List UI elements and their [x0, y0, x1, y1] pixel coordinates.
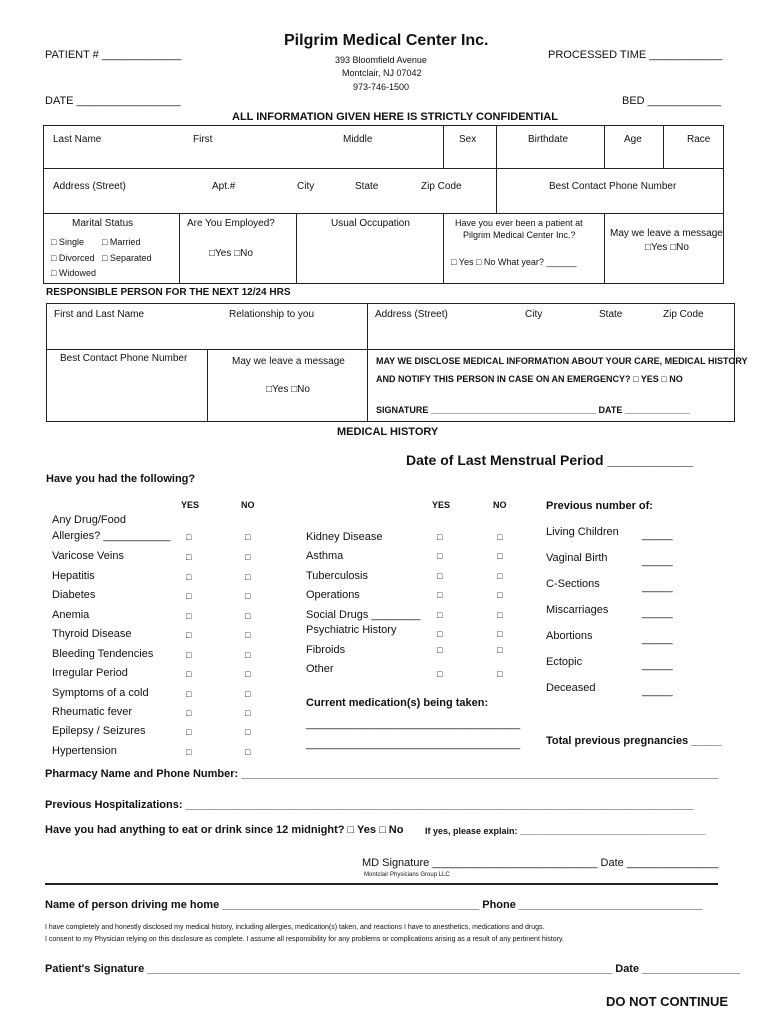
previous-count-field[interactable]: _____	[642, 607, 673, 619]
lmp-field[interactable]: Date of Last Menstrual Period ___________	[406, 452, 694, 468]
condition-no-checkbox[interactable]: □	[497, 629, 503, 639]
previous-count-field[interactable]: _____	[642, 555, 673, 567]
condition-yes-checkbox[interactable]: □	[437, 629, 443, 639]
previous-count-label: Abortions	[546, 630, 593, 642]
condition-yes-checkbox[interactable]: □	[437, 610, 443, 620]
driver-field[interactable]: Name of person driving me home __________________________________________ Phone ______________________________	[45, 899, 703, 911]
responsible-city-label: City	[525, 309, 543, 320]
disclose-question-2[interactable]: AND NOTIFY THIS PERSON IN CASE ON AN EMERGENCY? □ YES □ NO	[376, 374, 683, 384]
responsible-state-label: State	[599, 309, 623, 320]
condition-label: Hepatitis	[52, 570, 95, 582]
responsible-name-label: First and Last Name	[54, 309, 145, 320]
condition-yes-checkbox[interactable]: □	[186, 708, 192, 718]
clinic-address-2: Montclair, NJ 07042	[342, 68, 422, 78]
responsible-zip-label: Zip Code	[663, 309, 704, 320]
clinic-name: Pilgrim Medical Center Inc.	[284, 32, 489, 49]
occupation-label: Usual Occupation	[331, 218, 410, 229]
employed-label: Are You Employed?	[187, 218, 275, 229]
condition-no-checkbox[interactable]: □	[245, 611, 251, 621]
md-signature-field[interactable]: MD Signature ___________________________ Date _______________	[362, 857, 719, 869]
condition-no-checkbox[interactable]: □	[497, 571, 503, 581]
previous-count-field[interactable]: _____	[642, 581, 673, 593]
condition-label: Psychiatric History	[306, 624, 397, 636]
condition-yes-checkbox[interactable]: □	[437, 571, 443, 581]
single-checkbox[interactable]: □ Single	[51, 237, 84, 247]
previous-count-label: C-Sections	[546, 578, 600, 590]
consent-text-1: I have completely and honestly disclosed my medical history, including allergies, medication(s) taken, and reactions I have to anesthetics, medications and drugs.	[45, 924, 545, 931]
hospitalizations-field[interactable]: Previous Hospitalizations: ___________________________________________________________________________________	[45, 799, 694, 811]
condition-yes-checkbox[interactable]: □	[437, 551, 443, 561]
condition-label: Varicose Veins	[52, 550, 124, 562]
col1-no-header: NO	[241, 500, 255, 510]
responsible-phone-label: Best Contact Phone Number	[60, 353, 188, 364]
condition-label: Operations	[306, 589, 360, 601]
md-group-label: Montclair Physicians Group LLC	[364, 872, 450, 878]
previous-count-label: Miscarriages	[546, 604, 609, 616]
condition-label: Other	[306, 663, 334, 675]
condition-yes-checkbox[interactable]: □	[437, 669, 443, 679]
state-label: State	[355, 181, 379, 192]
apt-label: Apt.#	[212, 181, 236, 192]
medication-line-1[interactable]: ___________________________________	[306, 718, 521, 730]
condition-no-checkbox[interactable]: □	[245, 669, 251, 679]
condition-label: Asthma	[306, 550, 344, 562]
condition-yes-checkbox[interactable]: □	[186, 591, 192, 601]
condition-label: Irregular Period	[52, 667, 128, 679]
condition-yes-checkbox[interactable]: □	[186, 689, 192, 699]
widowed-checkbox[interactable]: □ Widowed	[51, 268, 96, 278]
previous-count-label: Living Children	[546, 526, 619, 538]
condition-no-checkbox[interactable]: □	[245, 630, 251, 640]
condition-no-checkbox[interactable]: □	[245, 689, 251, 699]
relationship-label: Relationship to you	[229, 309, 315, 320]
leave-message-options[interactable]: □Yes □No	[645, 242, 689, 253]
previous-count-field[interactable]: _____	[642, 659, 673, 671]
middle-name-label: Middle	[343, 134, 373, 145]
prev-patient-label-1: Have you ever been a patient at	[455, 218, 583, 228]
condition-no-checkbox[interactable]: □	[497, 610, 503, 620]
condition-no-checkbox[interactable]: □	[245, 727, 251, 737]
condition-label: Social Drugs ________	[306, 609, 421, 621]
condition-no-checkbox[interactable]: □	[245, 650, 251, 660]
responsible-leave-message-label: May we leave a message	[232, 356, 345, 367]
condition-no-checkbox[interactable]: □	[245, 708, 251, 718]
condition-yes-checkbox[interactable]: □	[186, 611, 192, 621]
age-label: Age	[624, 134, 642, 145]
clinic-phone: 973-746-1500	[353, 82, 410, 92]
previous-count-label: Ectopic	[546, 656, 583, 668]
separated-checkbox[interactable]: □ Separated	[102, 253, 152, 263]
condition-yes-checkbox[interactable]: □	[186, 630, 192, 640]
disclose-question-1: MAY WE DISCLOSE MEDICAL INFORMATION ABOUT YOUR CARE, MEDICAL HISTORY	[376, 356, 748, 366]
condition-label: Rheumatic fever	[52, 706, 133, 718]
processed-time-field[interactable]: PROCESSED TIME ____________	[548, 49, 723, 61]
col2-no-header: NO	[493, 500, 507, 510]
previous-count-label: Vaginal Birth	[546, 552, 608, 564]
condition-label: Bleeding Tendencies	[52, 648, 154, 660]
condition-yes-checkbox[interactable]: □	[437, 532, 443, 542]
condition-no-checkbox[interactable]: □	[245, 552, 251, 562]
responsible-heading: RESPONSIBLE PERSON FOR THE NEXT 12/24 HRS	[46, 287, 291, 298]
col2-yes-header: YES	[432, 500, 451, 510]
condition-label: Thyroid Disease	[52, 628, 132, 640]
allergy-label-2[interactable]: Allergies? ___________	[52, 530, 171, 542]
eat-drink-question[interactable]: Have you had anything to eat or drink since 12 midnight? □ Yes □ No	[45, 824, 404, 836]
total-pregnancies-field[interactable]: Total previous pregnancies _____	[546, 735, 722, 747]
condition-no-checkbox[interactable]: □	[497, 532, 503, 542]
condition-label: Fibroids	[306, 644, 346, 656]
previous-number-heading: Previous number of:	[546, 500, 653, 512]
condition-yes-checkbox[interactable]: □	[186, 727, 192, 737]
col1-yes-header: YES	[181, 500, 200, 510]
condition-yes-checkbox[interactable]: □	[186, 747, 192, 757]
medication-line-2[interactable]: ___________________________________	[306, 738, 521, 750]
responsible-signature-field[interactable]: SIGNATURE _________________________________ DATE _____________	[376, 405, 690, 415]
marital-status-label: Marital Status	[72, 218, 134, 229]
race-label: Race	[687, 134, 711, 145]
have-you-had-label: Have you had the following?	[46, 473, 196, 485]
medical-history-heading: MEDICAL HISTORY	[337, 426, 439, 438]
previous-count-field[interactable]: _____	[642, 633, 673, 645]
condition-yes-checkbox[interactable]: □	[186, 552, 192, 562]
last-name-label: Last Name	[53, 134, 102, 145]
condition-yes-checkbox[interactable]: □	[437, 645, 443, 655]
responsible-address-label: Address (Street)	[375, 309, 448, 320]
prev-patient-options[interactable]: □ Yes □ No What year? ______	[451, 257, 577, 267]
condition-no-checkbox[interactable]: □	[497, 590, 503, 600]
consent-text-2: I consent to my Physician relying on this disclosure as complete. I assume all responsibility for any problems or complications arising as a result of any pertinent history.	[45, 936, 564, 943]
confidential-notice: ALL INFORMATION GIVEN HERE IS STRICTLY CONFIDENTIAL	[232, 111, 558, 123]
zip-label: Zip Code	[421, 181, 462, 192]
do-not-continue-label: DO NOT CONTINUE	[606, 994, 729, 1009]
condition-no-checkbox[interactable]: □	[245, 572, 251, 582]
condition-label: Epilepsy / Seizures	[52, 725, 146, 737]
condition-yes-checkbox[interactable]: □	[186, 572, 192, 582]
condition-label: Anemia	[52, 609, 90, 621]
condition-yes-checkbox[interactable]: □	[437, 590, 443, 600]
divorced-checkbox[interactable]: □ Divorced	[51, 253, 95, 263]
best-phone-label: Best Contact Phone Number	[549, 181, 677, 192]
allergy-label-1: Any Drug/Food	[52, 514, 126, 526]
employed-options[interactable]: □Yes □No	[209, 248, 253, 259]
condition-no-checkbox[interactable]: □	[497, 669, 503, 679]
condition-label: Symptoms of a cold	[52, 687, 149, 699]
allergy-no-checkbox[interactable]: □	[245, 532, 251, 542]
condition-no-checkbox[interactable]: □	[497, 645, 503, 655]
pharmacy-field[interactable]: Pharmacy Name and Phone Number: ______________________________________________________________________________	[45, 768, 719, 780]
address-label: Address (Street)	[53, 181, 126, 192]
current-medications-label: Current medication(s) being taken:	[306, 697, 489, 709]
responsible-leave-message-options[interactable]: □Yes □No	[266, 384, 310, 395]
previous-count-field[interactable]: _____	[642, 529, 673, 541]
condition-label: Diabetes	[52, 589, 96, 601]
sex-label: Sex	[459, 134, 477, 145]
bed-field[interactable]: BED ____________	[622, 95, 722, 107]
divider	[45, 883, 718, 885]
condition-label: Hypertension	[52, 745, 117, 757]
patient-number-field[interactable]: PATIENT # _____________	[45, 49, 182, 61]
patient-signature-field[interactable]: Patient's Signature ____________________________________________________________________________ Date ________________	[45, 963, 741, 975]
condition-label: Kidney Disease	[306, 531, 383, 543]
previous-count-label: Deceased	[546, 682, 596, 694]
condition-yes-checkbox[interactable]: □	[186, 669, 192, 679]
allergy-yes-checkbox[interactable]: □	[186, 532, 192, 542]
condition-no-checkbox[interactable]: □	[245, 591, 251, 601]
condition-no-checkbox[interactable]: □	[497, 551, 503, 561]
clinic-address-1: 393 Bloomfield Avenue	[335, 55, 427, 65]
city-label: City	[297, 181, 315, 192]
condition-label: Tuberculosis	[306, 570, 368, 582]
first-name-label: First	[193, 134, 213, 145]
birthdate-label: Birthdate	[528, 134, 569, 145]
date-field[interactable]: DATE _________________	[45, 95, 181, 107]
leave-message-label: May we leave a message	[610, 228, 723, 239]
previous-count-field[interactable]: _____	[642, 685, 673, 697]
explain-field[interactable]: If yes, please explain: _____________________________________	[425, 826, 706, 836]
married-checkbox[interactable]: □ Married	[102, 237, 141, 247]
condition-no-checkbox[interactable]: □	[245, 747, 251, 757]
prev-patient-label-2: Pilgrim Medical Center Inc.?	[463, 230, 576, 240]
condition-yes-checkbox[interactable]: □	[186, 650, 192, 660]
